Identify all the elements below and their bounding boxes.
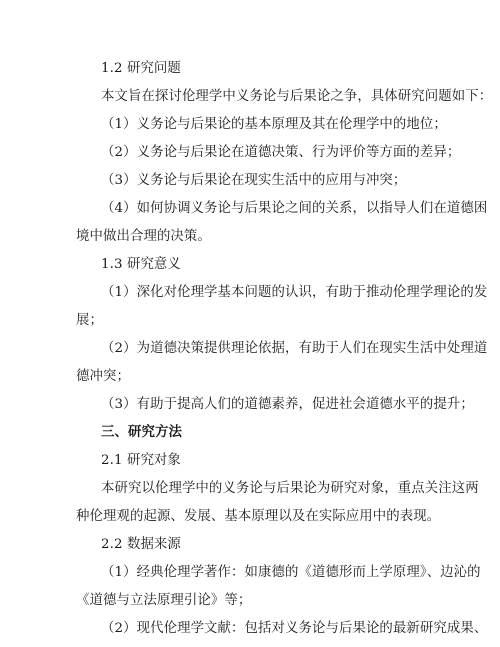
subheading-1-3: 1.3 研究意义 xyxy=(101,257,181,272)
list-item-line: （2）为道德决策提供理论依据，有助于人们在现实生活中处理道 xyxy=(101,341,488,356)
paragraph-line: 本研究以伦理学中的义务论与后果论为研究对象，重点关注这两 xyxy=(101,481,479,496)
list-item-continuation: 展； xyxy=(76,313,103,328)
list-item-line: （2）现代伦理学文献：包括对义务论与后果论的最新研究成果、 xyxy=(101,621,488,636)
paragraph-line: 本文旨在探讨伦理学中义务论与后果论之争，具体研究问题如下： xyxy=(101,89,493,104)
list-item-line: （3）义务论与后果论在现实生活中的应用与冲突； xyxy=(101,173,407,188)
subheading-2-2: 2.2 数据来源 xyxy=(101,537,181,552)
paragraph-continuation: 种伦理观的起源、发展、基本原理以及在实际应用中的表现。 xyxy=(76,509,441,524)
section-heading-3: 三、研究方法 xyxy=(101,424,182,440)
list-item-continuation: 《道德与立法原理引论》等； xyxy=(76,593,252,608)
list-item-line: （3）有助于提高人们的道德素养，促进社会道德水平的提升； xyxy=(101,397,474,412)
list-item-line: （4）如何协调义务论与后果论之间的关系，以指导人们在道德困 xyxy=(101,201,488,216)
subheading-2-1: 2.1 研究对象 xyxy=(101,453,181,468)
list-item-continuation: 境中做出合理的决策。 xyxy=(76,229,211,244)
list-item-line: （1）义务论与后果论的基本原理及其在伦理学中的地位； xyxy=(101,117,447,132)
list-item-line: （2）义务论与后果论在道德决策、行为评价等方面的差异； xyxy=(101,145,461,160)
list-item-line: （1）经典伦理学著作：如康德的《道德形而上学原理》、边沁的 xyxy=(101,565,481,580)
list-item-line: （1）深化对伦理学基本问题的认识，有助于推动伦理学理论的发 xyxy=(101,285,488,300)
list-item-continuation: 德冲突； xyxy=(76,369,130,384)
subheading-1-2: 1.2 研究问题 xyxy=(101,61,181,76)
